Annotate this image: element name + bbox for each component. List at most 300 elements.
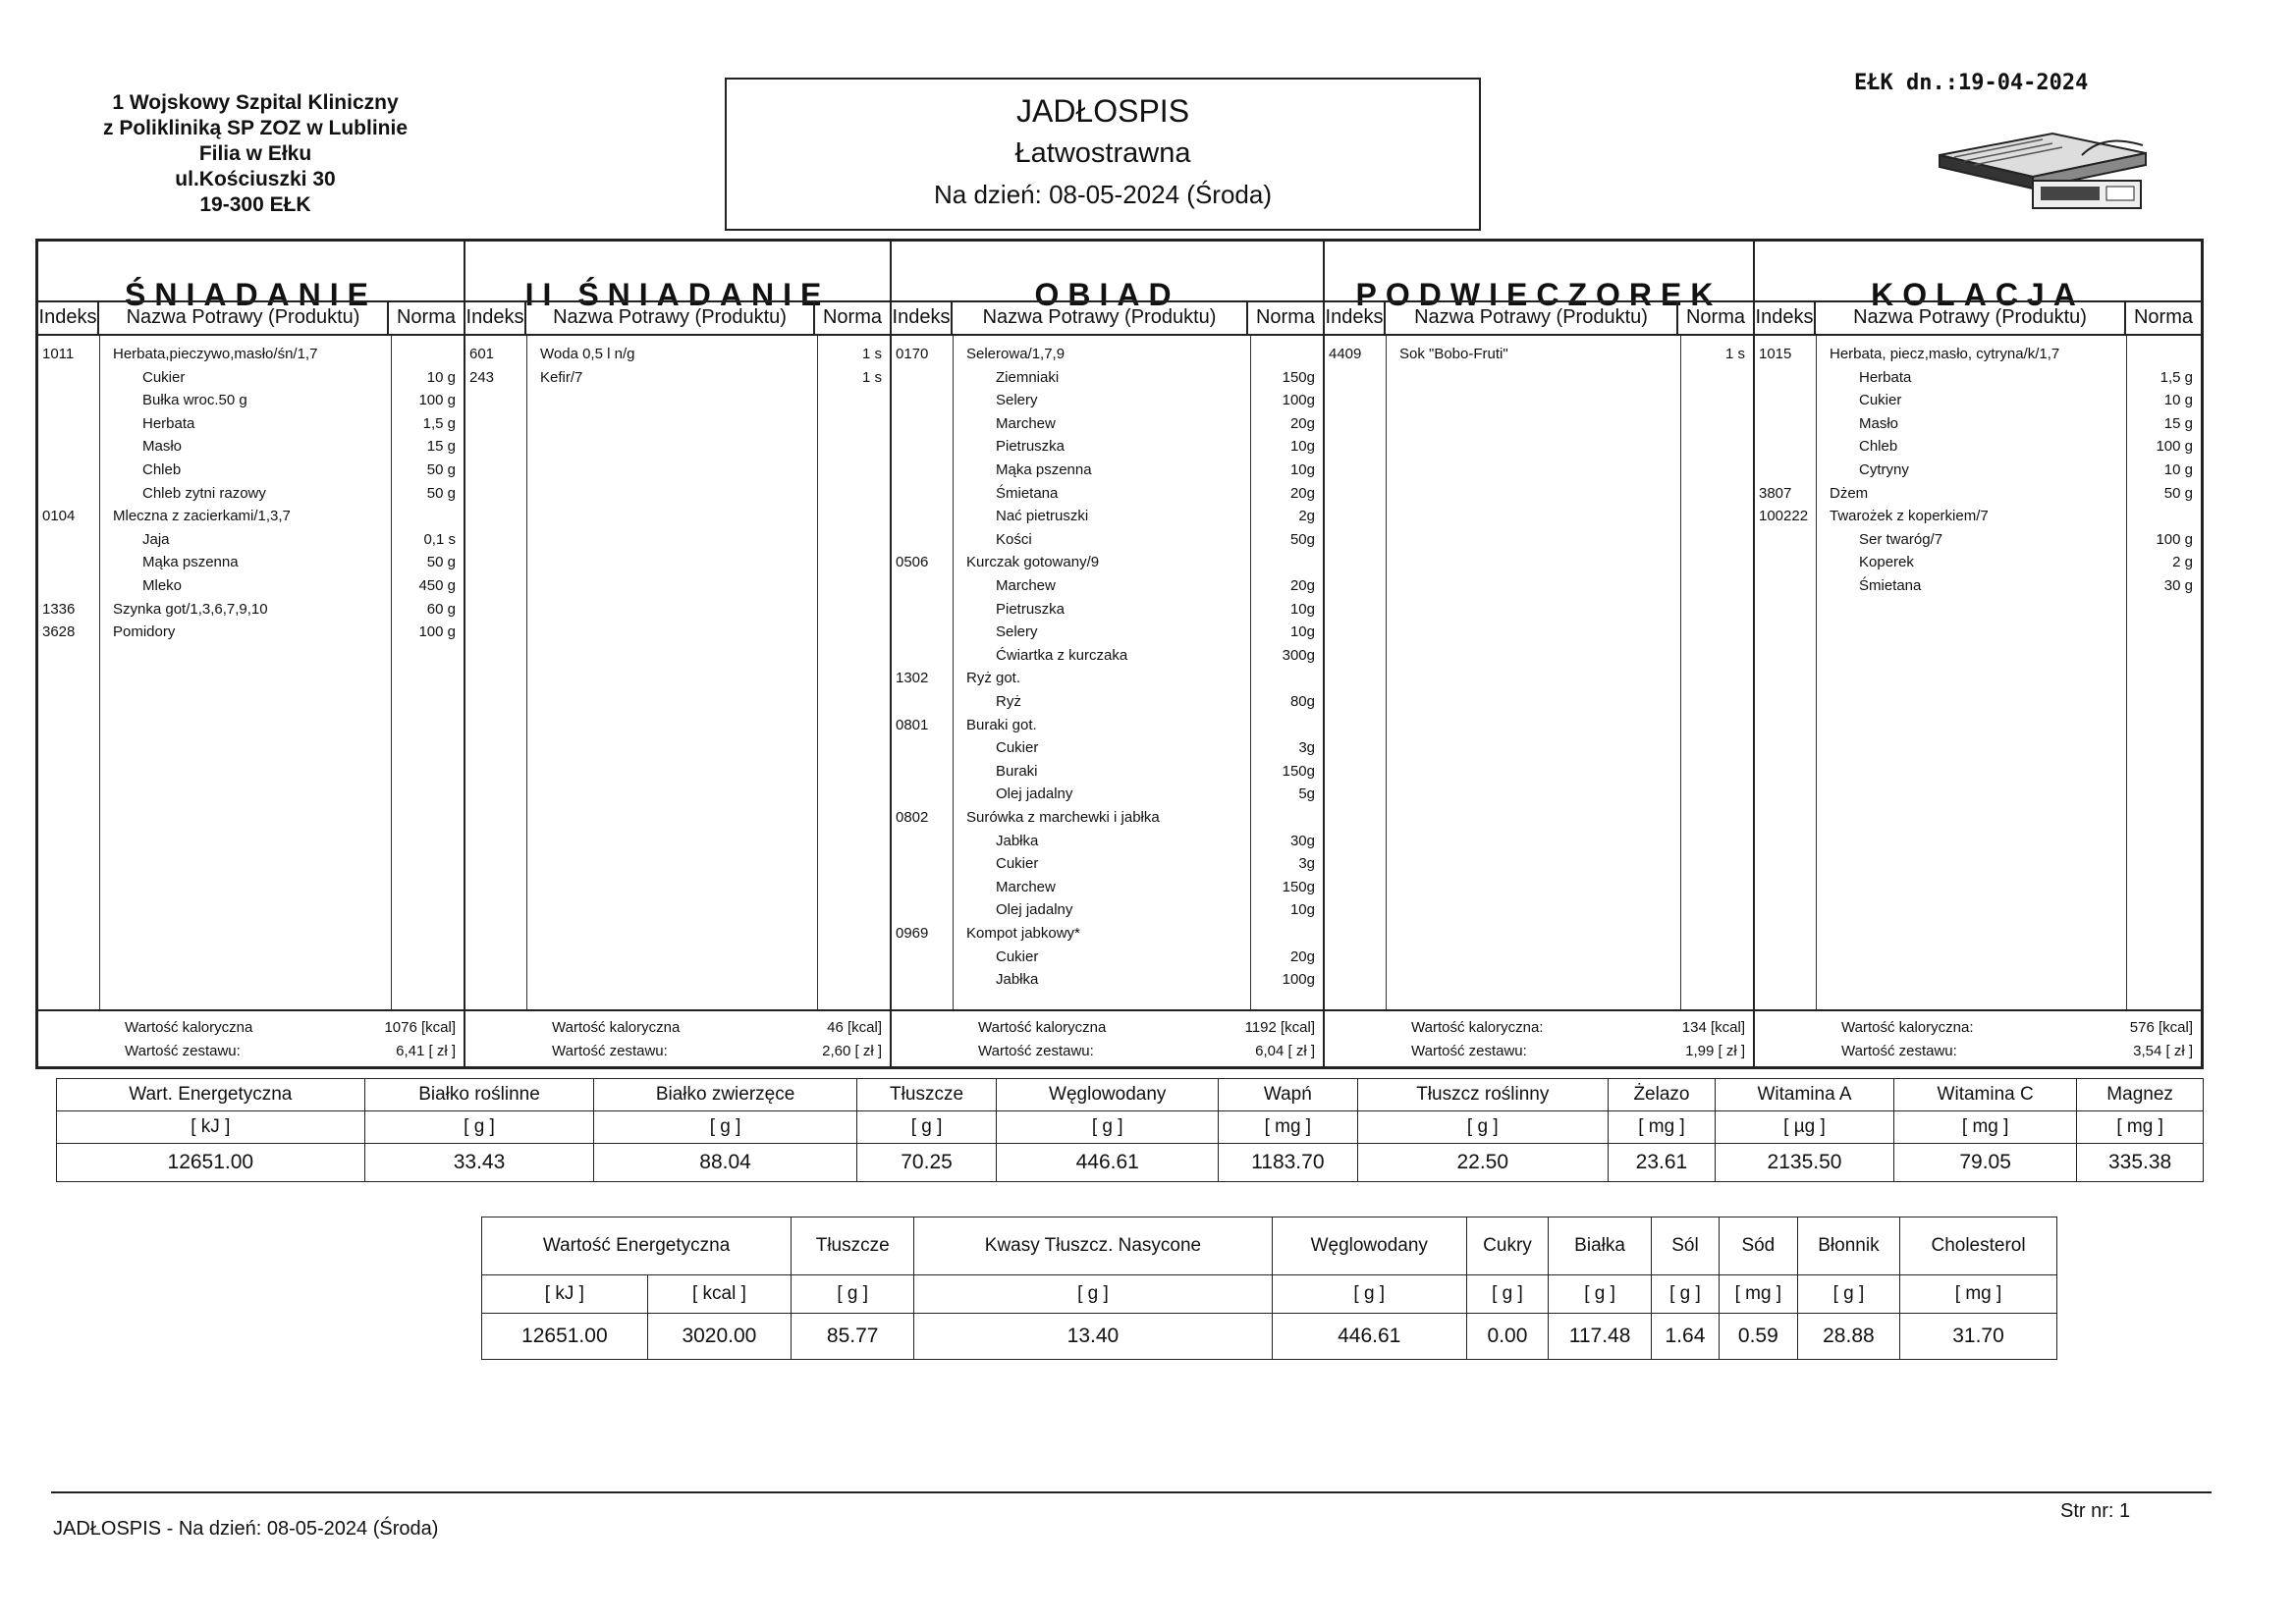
item-name: Masło [1859, 414, 1899, 432]
item-name: Jabłka [996, 832, 1039, 849]
nutrient-header: Witamina C [1894, 1079, 2077, 1111]
item-index: 3807 [1759, 484, 1792, 502]
nutrient-unit: [ g ] [997, 1111, 1219, 1144]
menu-item-row [38, 622, 464, 643]
nutrient-value: 88.04 [594, 1144, 856, 1182]
nutrient-header: Magnez [2077, 1079, 2204, 1111]
item-name: Herbata [142, 414, 195, 432]
menu-item-row [38, 506, 464, 527]
menu-item-row [892, 737, 1323, 759]
item-name: Olej jadalny [996, 901, 1073, 919]
item-norm: 1,5 g [422, 414, 456, 432]
item-index: 0170 [896, 346, 929, 362]
item-norm: 150g [1282, 878, 1315, 895]
nutrition-row [57, 1144, 2204, 1182]
item-name: Masło [142, 438, 183, 456]
nutrient-header: Tłuszcze [856, 1079, 997, 1111]
menu-item-row [892, 483, 1323, 505]
meal-items [1325, 336, 1753, 1011]
item-norm: 20g [1289, 947, 1315, 965]
menu-item-row [892, 853, 1323, 875]
nutrient-unit: [ g ] [792, 1275, 914, 1314]
nutrient-value: 0.00 [1466, 1314, 1548, 1360]
nutrient-value: 23.61 [1609, 1144, 1716, 1182]
cost-value: 6,41 [ zł ] [396, 1043, 456, 1059]
item-norm: 5g [1298, 785, 1315, 803]
item-norm: 100g [1282, 971, 1315, 989]
nutrient-unit: [ µg ] [1715, 1111, 1893, 1144]
menu-item-row [1755, 390, 2201, 411]
document-title: JADŁOSPIS [1015, 93, 1190, 129]
menu-item-row [465, 367, 890, 389]
nutrient-header: Wartość Energetyczna [482, 1217, 792, 1275]
menu-item-row [892, 947, 1323, 968]
kcal-value: 46 [kcal] [827, 1019, 882, 1036]
item-norm: 2 g [2172, 554, 2193, 571]
nutrient-unit: [ g ] [1651, 1275, 1719, 1314]
kcal-label: Wartość kaloryczna: [1411, 1019, 1544, 1036]
item-norm: 60 g [426, 600, 456, 618]
item-name: Pietruszka [996, 438, 1066, 456]
menu-item-row [892, 831, 1323, 852]
item-index: 1015 [1759, 346, 1792, 362]
item-name: Śmietana [1859, 577, 1922, 594]
item-norm: 150g [1282, 762, 1315, 780]
column-header-index: Indeks [892, 302, 953, 334]
address-line: ul.Kościuszki 30 [175, 168, 336, 190]
menu-item-row [892, 413, 1323, 435]
meal-items [38, 336, 464, 1011]
item-name: Selery [996, 623, 1038, 641]
kcal-label: Wartość kaloryczna [978, 1019, 1107, 1036]
nutrition-row [482, 1314, 2057, 1360]
column-header-norm: Norma [396, 306, 456, 328]
meal-summary [1325, 1009, 1753, 1066]
hospital-address [69, 90, 442, 218]
nutrient-unit: [ kJ ] [482, 1275, 648, 1314]
meal-items [1755, 336, 2201, 1011]
nutrient-header: Błonnik [1797, 1217, 1899, 1275]
meal-header [1325, 242, 1753, 336]
menu-item-row [38, 483, 464, 505]
item-norm: 100 g [418, 623, 456, 641]
menu-item-row [892, 367, 1323, 389]
kcal-value: 134 [kcal] [1681, 1019, 1745, 1036]
meal-summary [465, 1009, 890, 1066]
menu-item-row [1755, 575, 2201, 597]
nutrient-value: 117.48 [1549, 1314, 1652, 1360]
item-index: 100222 [1759, 508, 1809, 525]
nutrient-value: 446.61 [1272, 1314, 1466, 1360]
menu-item-row [38, 529, 464, 551]
item-norm: 10g [1289, 600, 1315, 618]
item-norm: 20g [1289, 577, 1315, 594]
item-norm: 100g [1282, 392, 1315, 409]
menu-item-row [1755, 483, 2201, 505]
nutrient-unit: [ mg ] [1609, 1111, 1716, 1144]
nutrient-unit: [ kJ ] [57, 1111, 365, 1144]
item-index: 0506 [896, 554, 929, 571]
item-norm: 1 s [1724, 346, 1745, 362]
item-name: Jabłka [996, 971, 1039, 989]
item-name: Dżem [1830, 484, 1869, 502]
nutrient-unit: [ mg ] [1894, 1111, 2077, 1144]
meal-title: PODWIECZOREK [1355, 277, 1722, 312]
nutrient-unit: [ g ] [1549, 1275, 1652, 1314]
nutrient-header: Sód [1719, 1217, 1797, 1275]
item-norm: 3g [1298, 739, 1315, 757]
item-name: Szynka got/1,3,6,7,9,10 [113, 600, 268, 618]
item-name: Cytryny [1859, 461, 1909, 478]
item-norm: 10g [1289, 623, 1315, 641]
menu-item-row [892, 877, 1323, 898]
nutrient-value: 335.38 [2077, 1144, 2204, 1182]
item-name: Selery [996, 392, 1038, 409]
menu-item-row [38, 390, 464, 411]
item-index: 1011 [42, 346, 75, 362]
address-line: z Polikliniką SP ZOZ w Lublinie [103, 117, 408, 139]
item-index: 0801 [896, 716, 929, 733]
item-name: Mąka pszenna [996, 461, 1092, 478]
nutrient-unit: [ kcal ] [647, 1275, 792, 1314]
column-header-name: Nazwa Potrawy (Produktu) [526, 302, 815, 334]
column-header-norm: Norma [1255, 306, 1315, 328]
nutrient-value: 1.64 [1651, 1314, 1719, 1360]
meal-title: II ŚNIADANIE [524, 277, 831, 312]
nutrient-header: Wapń [1219, 1079, 1357, 1111]
column-divider [1680, 336, 1681, 1011]
item-name: Kurczak gotowany/9 [966, 554, 1100, 571]
address-line: Filia w Ełku [198, 142, 312, 165]
item-name: Herbata,pieczywo,masło/śn/1,7 [113, 346, 318, 362]
column-header-norm: Norma [2133, 306, 2193, 328]
address-line: 19-300 EŁK [199, 193, 311, 216]
item-index: 1302 [896, 670, 929, 687]
menu-item-row [38, 436, 464, 458]
item-norm: 15 g [2163, 414, 2193, 432]
nutrition-table-labeling [481, 1217, 2057, 1360]
nutrient-value: 28.88 [1797, 1314, 1899, 1360]
nutrient-value: 31.70 [1900, 1314, 2057, 1360]
nutrient-unit: [ g ] [1357, 1111, 1608, 1144]
item-index: 0969 [896, 925, 929, 942]
meal-column [465, 242, 892, 1066]
item-norm: 10g [1289, 461, 1315, 478]
nutrition-row [482, 1217, 2057, 1275]
item-name: Pietruszka [996, 600, 1066, 618]
column-header-name: Nazwa Potrawy (Produktu) [953, 302, 1248, 334]
item-name: Woda 0,5 l n/g [540, 346, 635, 362]
nutrient-value: 85.77 [792, 1314, 914, 1360]
item-name: Kompot jabkowy* [966, 925, 1080, 942]
nutrient-header: Żelazo [1609, 1079, 1716, 1111]
item-name: Ziemniaki [996, 368, 1060, 386]
menu-item-row [1755, 367, 2201, 389]
menu-item-row [892, 691, 1323, 713]
nutrient-unit: [ g ] [856, 1111, 997, 1144]
item-norm: 50 g [426, 554, 456, 571]
menu-item-row [892, 575, 1323, 597]
footer-divider [51, 1491, 2212, 1493]
nutrient-header: Sól [1651, 1217, 1719, 1275]
item-index: 0104 [42, 508, 76, 525]
item-name: Ryż got. [966, 670, 1021, 687]
meal-column [1755, 242, 2201, 1066]
item-norm: 10g [1289, 901, 1315, 919]
item-name: Cukier [996, 855, 1039, 873]
item-norm: 1,5 g [2159, 368, 2193, 386]
menu-item-row [1325, 344, 1753, 365]
nutrient-header: Cholesterol [1900, 1217, 2057, 1275]
item-norm: 20g [1289, 484, 1315, 502]
nutrient-value: 0.59 [1719, 1314, 1797, 1360]
meal-subheader [465, 300, 890, 334]
menu-item-row [38, 413, 464, 435]
menu-item-row [1755, 529, 2201, 551]
nutrition-row [57, 1079, 2204, 1111]
menu-item-row [892, 899, 1323, 921]
meal-header [465, 242, 890, 336]
menu-item-row [892, 460, 1323, 481]
column-header-name: Nazwa Potrawy (Produktu) [1386, 302, 1678, 334]
item-norm: 50 g [426, 461, 456, 478]
cost-label: Wartość zestawu: [552, 1043, 668, 1059]
menu-item-row [892, 552, 1323, 573]
item-name: Buraki got. [966, 716, 1037, 733]
nutrient-unit: [ g ] [1797, 1275, 1899, 1314]
cost-value: 6,04 [ zł ] [1255, 1043, 1315, 1059]
nutrient-unit: [ mg ] [1219, 1111, 1357, 1144]
nutrient-value: 22.50 [1357, 1144, 1608, 1182]
item-norm: 80g [1289, 693, 1315, 710]
item-name: Kefir/7 [540, 368, 583, 386]
column-header-name: Nazwa Potrawy (Produktu) [99, 302, 389, 334]
footer-text: JADŁOSPIS - Na dzień: 08-05-2024 (Środa) [53, 1518, 439, 1540]
nutrient-value: 70.25 [856, 1144, 997, 1182]
meal-title: OBIAD [1034, 277, 1180, 312]
item-norm: 50 g [2163, 484, 2193, 502]
nutrient-value: 12651.00 [57, 1144, 365, 1182]
diet-name: Łatwostrawna [1014, 137, 1191, 169]
item-name: Nać pietruszki [996, 508, 1089, 525]
nutrient-header: Tłuszcz roślinny [1357, 1079, 1608, 1111]
menu-item-row [892, 923, 1323, 945]
item-norm: 100 g [418, 392, 456, 409]
column-divider [1386, 336, 1387, 1011]
cost-value: 1,99 [ zł ] [1685, 1043, 1745, 1059]
print-date: EŁK dn.:19-04-2024 [1854, 71, 2089, 95]
item-norm: 10g [1289, 438, 1315, 456]
item-norm: 10 g [426, 368, 456, 386]
nutrient-header: Węglowodany [1272, 1217, 1466, 1275]
menu-item-row [892, 715, 1323, 736]
kcal-value: 576 [kcal] [2129, 1019, 2193, 1036]
meal-title: ŚNIADANIE [124, 277, 377, 312]
menu-item-row [38, 575, 464, 597]
column-header-index: Indeks [465, 302, 526, 334]
item-name: Chleb [142, 461, 182, 478]
menu-item-row [892, 436, 1323, 458]
item-name: Bułka wroc.50 g [142, 392, 247, 409]
item-name: Kości [996, 530, 1032, 548]
nutrition-row [57, 1111, 2204, 1144]
item-name: Marchew [996, 577, 1056, 594]
column-header-index: Indeks [38, 302, 99, 334]
item-norm: 20g [1289, 414, 1315, 432]
menu-item-row [892, 807, 1323, 829]
item-name: Herbata [1859, 368, 1912, 386]
item-norm: 30g [1289, 832, 1315, 849]
menu-item-row [892, 506, 1323, 527]
item-name: Buraki [996, 762, 1038, 780]
menu-item-row [38, 552, 464, 573]
meal-summary [892, 1009, 1323, 1066]
item-name: Surówka z marchewki i jabłka [966, 809, 1160, 826]
item-name: Mleczna z zacierkami/1,3,7 [113, 508, 291, 525]
cost-label: Wartość zestawu: [1411, 1043, 1527, 1059]
kcal-label: Wartość kaloryczna [552, 1019, 681, 1036]
cost-label: Wartość zestawu: [978, 1043, 1094, 1059]
column-header-norm: Norma [1685, 306, 1745, 328]
item-name: Koperek [1859, 554, 1914, 571]
item-norm: 300g [1282, 646, 1315, 664]
cost-value: 2,60 [ zł ] [822, 1043, 882, 1059]
item-name: Cukier [1859, 392, 1902, 409]
meal-header [38, 242, 464, 336]
meal-column [38, 242, 465, 1066]
nutrient-header: Wart. Energetyczna [57, 1079, 365, 1111]
menu-item-row [892, 645, 1323, 667]
menu-item-row [465, 344, 890, 365]
column-header-index: Indeks [1755, 302, 1816, 334]
menu-item-row [1755, 436, 2201, 458]
item-norm: 50 g [426, 484, 456, 502]
column-header-norm: Norma [822, 306, 882, 328]
item-name: Jaja [142, 530, 170, 548]
menu-item-row [1755, 506, 2201, 527]
item-index: 4409 [1329, 346, 1362, 362]
cost-value: 3,54 [ zł ] [2133, 1043, 2193, 1059]
menu-item-row [1755, 460, 2201, 481]
menu-item-row [892, 599, 1323, 621]
title-box [725, 78, 1481, 231]
meal-subheader [1755, 300, 2201, 334]
item-norm: 150g [1282, 368, 1315, 386]
cost-label: Wartość zestawu: [1841, 1043, 1957, 1059]
kcal-label: Wartość kaloryczna [125, 1019, 253, 1036]
menu-item-row [892, 761, 1323, 783]
menu-item-row [892, 969, 1323, 991]
column-divider [526, 336, 527, 1011]
item-norm: 10 g [2163, 461, 2193, 478]
meal-column [1325, 242, 1755, 1066]
nutrient-value: 12651.00 [482, 1314, 648, 1360]
nutrient-value: 33.43 [364, 1144, 594, 1182]
item-norm: 0,1 s [423, 530, 456, 548]
menu-date: Na dzień: 08-05-2024 (Środa) [934, 180, 1272, 209]
item-name: Cukier [142, 368, 186, 386]
nutrient-value: 79.05 [1894, 1144, 2077, 1182]
menu-item-row [38, 344, 464, 365]
cost-label: Wartość zestawu: [125, 1043, 241, 1059]
item-norm: 50g [1289, 530, 1315, 548]
nutrient-unit: [ g ] [364, 1111, 594, 1144]
meal-column [892, 242, 1325, 1066]
menu-item-row [38, 460, 464, 481]
item-name: Mleko [142, 577, 183, 594]
meal-header [892, 242, 1323, 336]
item-norm: 10 g [2163, 392, 2193, 409]
item-name: Ryż [996, 693, 1021, 710]
menu-item-row [892, 668, 1323, 689]
item-norm: 1 s [861, 368, 882, 386]
nutrient-value: 1183.70 [1219, 1144, 1357, 1182]
menu-item-row [1755, 552, 2201, 573]
page-number: Str nr: 1 [2060, 1500, 2131, 1522]
meal-subheader [892, 300, 1323, 334]
kcal-value: 1076 [kcal] [384, 1019, 456, 1036]
nutrient-unit: [ mg ] [1900, 1275, 2057, 1314]
item-index: 243 [469, 368, 495, 386]
nutrient-unit: [ mg ] [2077, 1111, 2204, 1144]
nutrient-header: Cukry [1466, 1217, 1548, 1275]
item-name: Ćwiartka z kurczaka [996, 646, 1128, 664]
item-name: Chleb zytni razowy [142, 484, 266, 502]
nutrient-header: Kwasy Tłuszcz. Nasycone [914, 1217, 1272, 1275]
item-norm: 3g [1298, 855, 1315, 873]
nutrient-value: 3020.00 [647, 1314, 792, 1360]
address-line: 1 Wojskowy Szpital Kliniczny [112, 91, 399, 114]
nutrient-unit: [ g ] [594, 1111, 856, 1144]
item-name: Selerowa/1,7,9 [966, 346, 1066, 362]
menu-grid [35, 239, 2204, 1069]
menu-item-row [38, 599, 464, 621]
item-index: 1336 [42, 600, 76, 618]
nutrition-table-primary [56, 1078, 2204, 1182]
item-name: Pomidory [113, 623, 176, 641]
menu-item-row [1755, 413, 2201, 435]
nutrient-header: Węglowodany [997, 1079, 1219, 1111]
meal-summary [38, 1009, 464, 1066]
item-index: 0802 [896, 809, 929, 826]
nutrient-value: 446.61 [997, 1144, 1219, 1182]
menu-item-row [892, 529, 1323, 551]
nutrient-unit: [ g ] [914, 1275, 1272, 1314]
nutrient-value: 13.40 [914, 1314, 1272, 1360]
nutrient-header: Tłuszcze [792, 1217, 914, 1275]
nutrient-unit: [ g ] [1272, 1275, 1466, 1314]
item-norm: 15 g [426, 438, 456, 456]
item-norm: 2g [1298, 508, 1315, 525]
meal-subheader [1325, 300, 1753, 334]
column-header-name: Nazwa Potrawy (Produktu) [1816, 302, 2126, 334]
menu-item-row [892, 344, 1323, 365]
nutrient-header: Witamina A [1715, 1079, 1893, 1111]
nutrient-header: Białka [1549, 1217, 1652, 1275]
item-norm: 30 g [2163, 577, 2193, 594]
nutrient-header: Białko roślinne [364, 1079, 594, 1111]
item-norm: 450 g [418, 577, 456, 594]
item-name: Sok "Bobo-Fruti" [1399, 346, 1508, 362]
item-index: 601 [469, 346, 495, 362]
item-norm: 100 g [2156, 438, 2193, 456]
book-computer-logo [1935, 116, 2151, 214]
meal-items [892, 336, 1323, 1011]
item-name: Ser twaróg/7 [1859, 530, 1943, 548]
item-name: Cukier [996, 947, 1039, 965]
kcal-label: Wartość kaloryczna: [1841, 1019, 1974, 1036]
nutrient-header: Białko zwierzęce [594, 1079, 856, 1111]
